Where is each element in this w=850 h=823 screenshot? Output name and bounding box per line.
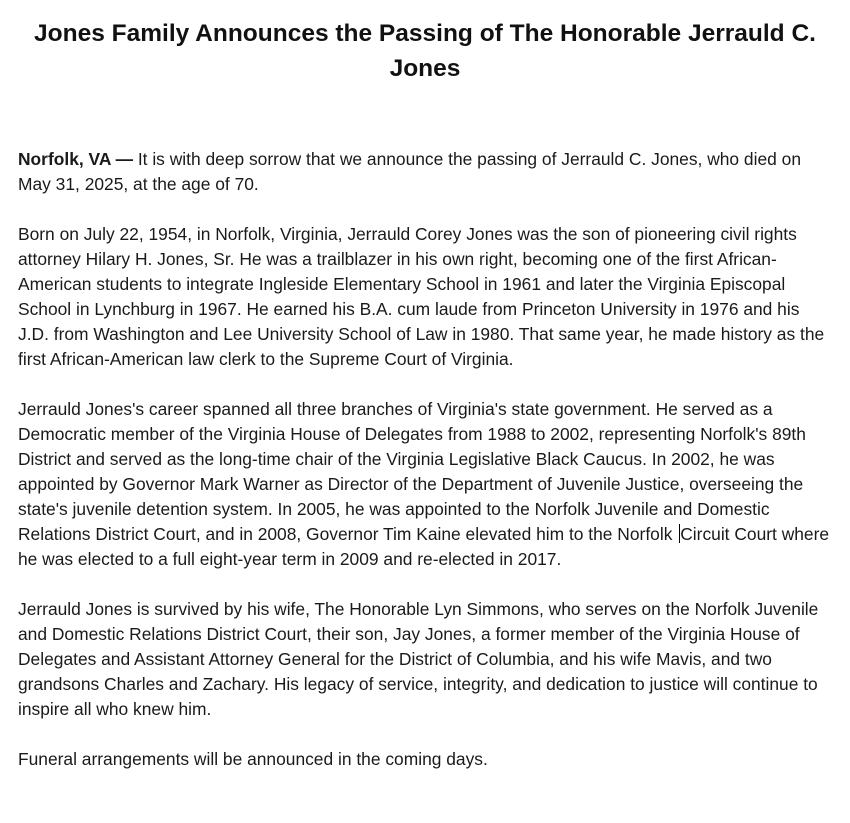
intro-text: It is with deep sorrow that we announce the passing of Jerrauld C. Jones, who died on May 31, 2025, at the age of 70.	[18, 149, 801, 194]
article-body[interactable]	[18, 147, 832, 772]
page-title: Jones Family Announces the Passing of The Honorable Jerrauld C. Jones	[34, 20, 816, 82]
paragraph-career	[18, 397, 832, 572]
paragraph-survivors: Jerrauld Jones is survived by his wife, The Honorable Lyn Simmons, who serves on the Norfolk Juvenile and Domestic Relations District Court, their son, Jay Jones, a former member of the Virginia House of Delegates and Assistant Attorney General for the District of Columbia, and his wife Mavis, and two grandsons Charles and Zachary. His legacy of service, integrity, and dedication to justice will continue to inspire all who knew him.	[18, 599, 819, 719]
paragraph-early-life: Born on July 22, 1954, in Norfolk, Virginia, Jerrauld Corey Jones was the son of pioneering civil rights attorney Hilary H. Jones, Sr. He was a trailblazer in his own right, becoming one of the first African-American students to integrate Ingleside Elementary School in 1961 and later the Virginia Episcopal School in Lynchburg in 1967. He earned his B.A. cum laude from Princeton University in 1976 and his J.D. from Washington and Lee University School of Law in 1980. That same year, he made history as the first African-American law clerk to the Supreme Court of Virginia.	[18, 224, 825, 369]
career-text-part-1: Jerrauld Jones's career spanned all three branches of Virginia's state government. He served as a Democratic member of the Virginia House of Delegates from 1988 to 2002, representing Norfolk's 89th District and served as the long-time chair of the Virginia Legislative Black Caucus. In 2002, he was appointed by Governor Mark Warner as Director of the Department of Juvenile Justice, overseeing the state's juvenile detention system. In 2005, he was appointed to the Norfolk Juvenile and Domestic Relations District Court, and in 2008, Governor Tim Kaine elevated him to the Norfolk	[18, 399, 806, 544]
paragraph-intro	[18, 147, 832, 197]
career-text-part-2: Circuit Court where he was elected to a full eight-year term in 2009 and re-elected in 2017.	[18, 524, 830, 569]
dateline: Norfolk, VA —	[18, 149, 133, 169]
paragraph-funeral: Funeral arrangements will be announced in the coming days.	[18, 749, 488, 769]
